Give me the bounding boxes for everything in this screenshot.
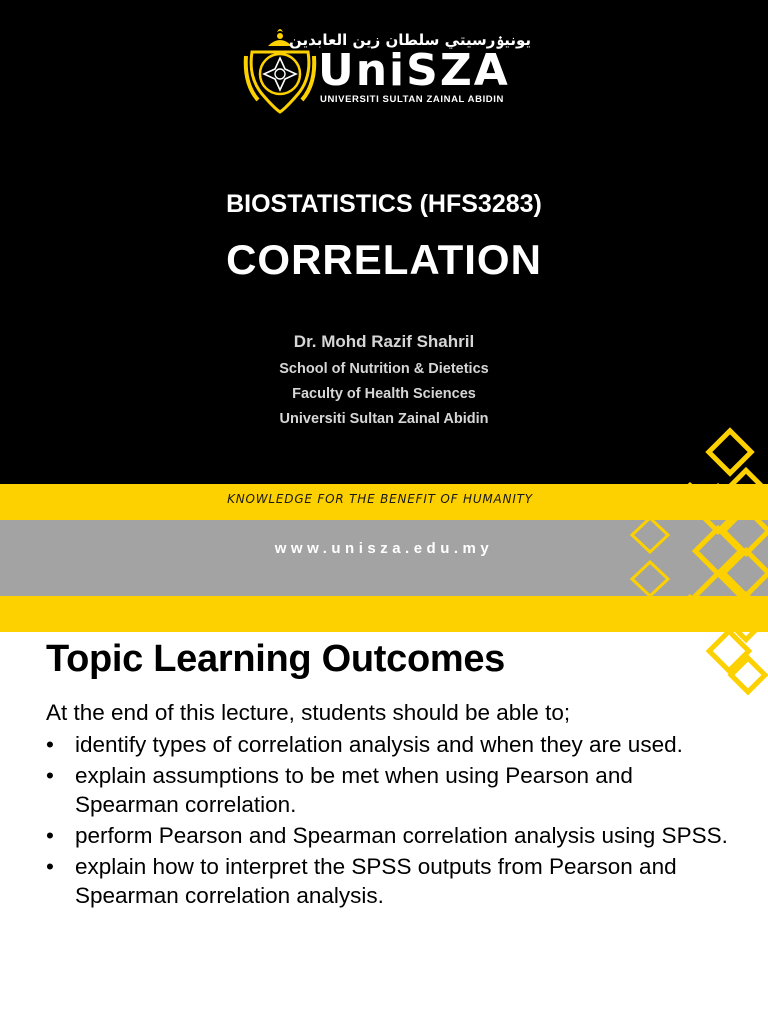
list-item — [46, 730, 736, 759]
svg-text:يونيۏرسيتي سلطان زين العابدين: يونيۏرسيتي سلطان زين العابدين — [288, 31, 532, 49]
outcomes-heading: Topic Learning Outcomes — [46, 638, 506, 680]
unisza-logo — [244, 22, 532, 114]
tagline: KNOWLEDGE FOR THE BENEFIT OF HUMANITY — [227, 492, 533, 506]
author-name: Dr. Mohd Razif Shahril — [293, 332, 475, 351]
course-code: BIOSTATISTICS (HFS3283) — [226, 190, 542, 218]
affiliation-university: Universiti Sultan Zainal Abidin — [279, 411, 489, 427]
list-item-text: perform Pearson and Spearman correlation analysis using SPSS. — [75, 823, 728, 848]
list-item — [46, 761, 736, 819]
bullet-icon: • — [46, 854, 54, 879]
list-item-text: explain how to interpret the SPSS outputs from Pearson and Spearman correlation analysis. — [75, 854, 677, 908]
website-url: www.unisza.edu.my — [274, 540, 494, 557]
brand-wordmark: UniSZA — [318, 45, 510, 96]
outcomes-intro: At the end of this lecture, students should be able to; — [46, 700, 571, 725]
affiliation-school: School of Nutrition & Dietetics — [279, 361, 489, 377]
list-item-text: identify types of correlation analysis and when they are used. — [75, 732, 683, 757]
bullet-icon: • — [46, 763, 54, 788]
outcomes-list — [46, 730, 736, 912]
list-item-text: explain assumptions to be met when using Pearson and Spearman correlation. — [75, 763, 633, 817]
list-item — [46, 852, 736, 910]
lecture-title: CORRELATION — [226, 236, 542, 283]
bullet-icon: • — [46, 732, 54, 757]
list-item — [46, 821, 736, 850]
bullet-icon: • — [46, 823, 54, 848]
geometric-pattern-decoration — [590, 415, 768, 705]
affiliation-faculty: Faculty of Health Sciences — [292, 386, 476, 402]
brand-subtitle: UNIVERSITI SULTAN ZAINAL ABIDIN — [320, 94, 504, 105]
